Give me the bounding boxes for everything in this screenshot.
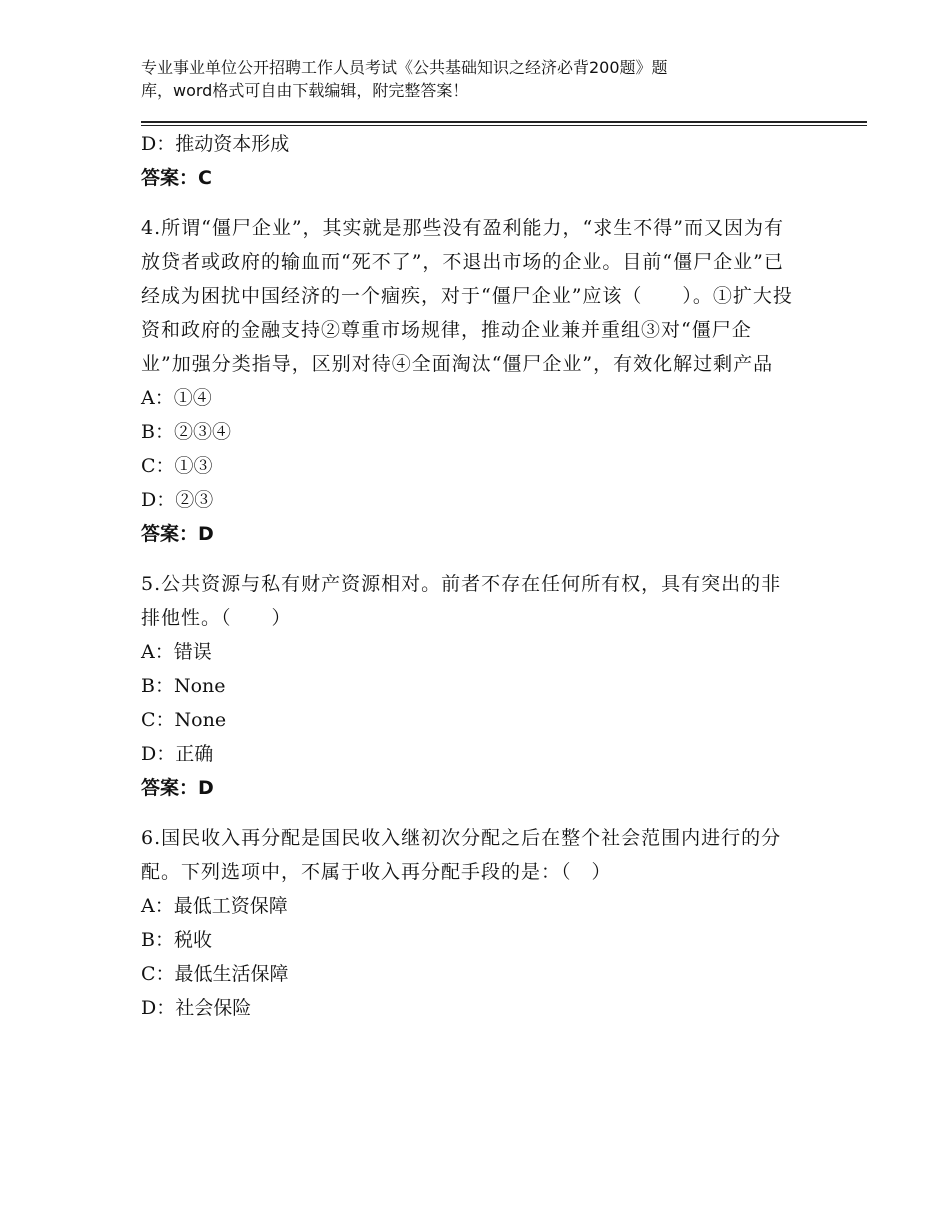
question-stem: 5.公共资源与私有财产资源相对。前者不存在任何所有权，具有突出的非排他性。（ ） <box>141 573 782 629</box>
question-stem: 6.国民收入再分配是国民收入继初次分配之后在整个社会范围内进行的分配。下列选项中，不属于收入再分配手段的是：（ ） <box>141 827 782 883</box>
question-4 <box>141 211 801 551</box>
option-d: D：②③ <box>141 489 214 511</box>
question-6 <box>141 821 801 1025</box>
header-rule-thin <box>141 125 867 126</box>
option-c: C：None <box>141 709 227 731</box>
option-c: C：①③ <box>141 455 213 477</box>
option-d: D：社会保险 <box>141 997 252 1019</box>
option-d: D：正确 <box>141 743 214 765</box>
document-header <box>141 56 781 102</box>
option-b: B：税收 <box>141 929 212 951</box>
document-body <box>141 127 801 1025</box>
option-a: A：①④ <box>141 387 212 409</box>
answer: 答案：D <box>141 777 214 799</box>
option-a: A：最低工资保障 <box>141 895 288 917</box>
question-5 <box>141 567 801 805</box>
option-a: A：错误 <box>141 641 212 663</box>
question-stem: 4.所谓“僵尸企业”，其实就是那些没有盈利能力，“求生不得”而又因为有放贷者或政府的输血而“死不了”，不退出市场的企业。目前“僵尸企业”已经成为困扰中国经济的一个痼疾，对于“僵尸企业”应该（ ）。①扩大投资和政府的金融支持②尊重市场规律，推动企业兼并重组③对“僵尸企业”加强分类指导，区别对待④全面淘汰“僵尸企业”，有效化解过剩产品 <box>141 217 793 375</box>
header-title-line-2: 库，word格式可自由下载编辑，附完整答案！ <box>141 81 469 100</box>
option-c: C：最低生活保障 <box>141 963 289 985</box>
answer: 答案：D <box>141 523 214 545</box>
option-b: B：None <box>141 675 226 697</box>
prev-option-d: D：推动资本形成 <box>141 133 290 155</box>
header-title-line-1: 专业事业单位公开招聘工作人员考试《公共基础知识之经济必背200题》题 <box>141 58 668 77</box>
prev-answer: 答案：C <box>141 167 212 189</box>
header-rule-thick <box>141 121 867 123</box>
option-b: B：②③④ <box>141 421 231 443</box>
